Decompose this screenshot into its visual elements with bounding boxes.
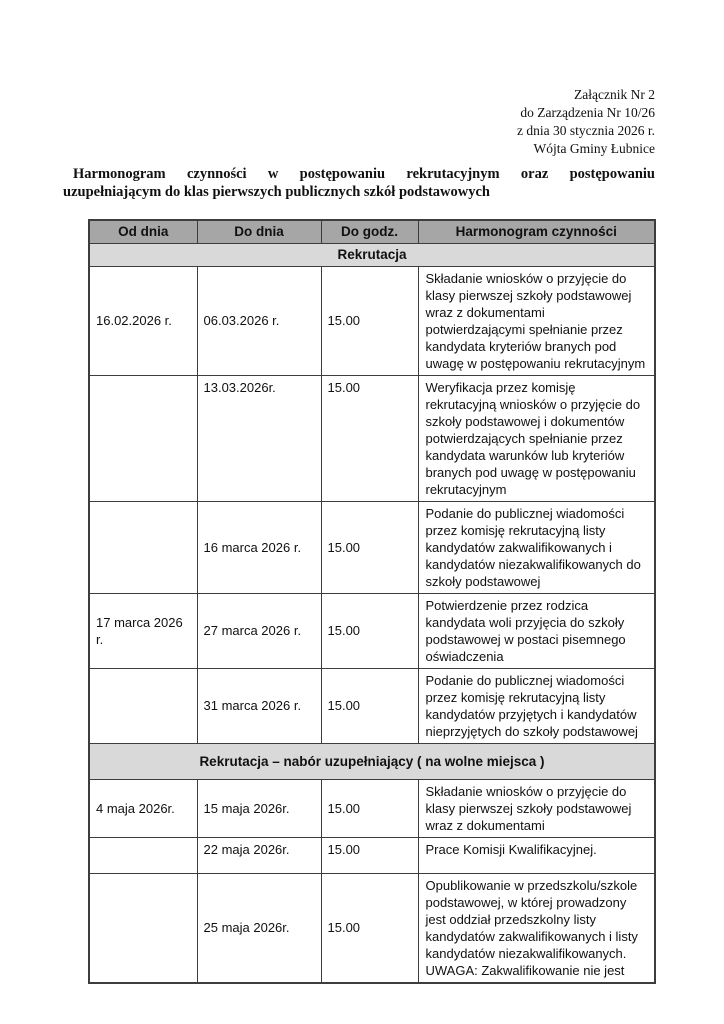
cell-do-dnia: 31 marca 2026 r.: [197, 668, 321, 743]
column-header-od-dnia: Od dnia: [89, 220, 197, 243]
cell-harmonogram: Podanie do publicznej wiadomości przez komisję rekrutacyjną listy kandydatów zakwalifikowanych i kandydatów niezakwalifikowanych do szkoły podstawowej: [418, 501, 655, 593]
cell-harmonogram: Składanie wniosków o przyjęcie do klasy pierwszej szkoły podstawowej wraz z dokumentami potwierdzającymi spełnianie przez kandydata kryteriów branych pod uwagę w postępowaniu rekrutacyjnym: [418, 266, 655, 375]
cell-do-godz: 15.00: [321, 375, 418, 501]
cell-od-dnia: [89, 873, 197, 983]
table-row: [89, 779, 655, 837]
cell-do-dnia: 15 maja 2026r.: [197, 779, 321, 837]
cell-do-godz: 15.00: [321, 873, 418, 983]
cell-do-dnia: 25 maja 2026r.: [197, 873, 321, 983]
attachment-header-line: do Zarządzenia Nr 10/26: [520, 105, 655, 120]
section-row: [89, 743, 655, 779]
cell-od-dnia: 17 marca 2026 r.: [89, 593, 197, 668]
cell-do-godz: 15.00: [321, 779, 418, 837]
cell-od-dnia: [89, 668, 197, 743]
cell-do-godz: 15.00: [321, 501, 418, 593]
column-header-harmonogram: Harmonogram czynności: [418, 220, 655, 243]
attachment-header-line: Wójta Gminy Łubnice: [533, 141, 655, 156]
table-row: [89, 837, 655, 873]
cell-harmonogram: Składanie wniosków o przyjęcie do klasy pierwszej szkoły podstawowej wraz z dokumentami: [418, 779, 655, 837]
cell-do-godz: 15.00: [321, 593, 418, 668]
cell-od-dnia: 16.02.2026 r.: [89, 266, 197, 375]
schedule-table: [88, 219, 656, 984]
cell-harmonogram: Prace Komisji Kwalifikacyjnej.: [418, 837, 655, 873]
cell-do-dnia: 16 marca 2026 r.: [197, 501, 321, 593]
cell-harmonogram: Podanie do publicznej wiadomości przez komisję rekrutacyjną listy kandydatów przyjętych i kandydatów nieprzyjętych do szkoły podstawowej: [418, 668, 655, 743]
cell-do-godz: 15.00: [321, 668, 418, 743]
table-row: [89, 593, 655, 668]
section-title: Rekrutacja – nabór uzupełniający ( na wolne miejsca ): [89, 743, 655, 779]
table-row: [89, 375, 655, 501]
attachment-header: [517, 86, 655, 158]
table-row: [89, 501, 655, 593]
cell-do-godz: 15.00: [321, 837, 418, 873]
cell-do-godz: 15.00: [321, 266, 418, 375]
cell-harmonogram: Potwierdzenie przez rodzica kandydata woli przyjęcia do szkoły podstawowej w postaci pisemnego oświadczenia: [418, 593, 655, 668]
attachment-header-line: Załącznik Nr 2: [574, 87, 655, 102]
table-row: [89, 668, 655, 743]
table-row: [89, 873, 655, 983]
cell-do-dnia: 06.03.2026 r.: [197, 266, 321, 375]
cell-od-dnia: [89, 501, 197, 593]
attachment-header-line: z dnia 30 stycznia 2026 r.: [517, 123, 655, 138]
cell-do-dnia: 27 marca 2026 r.: [197, 593, 321, 668]
cell-do-dnia: 13.03.2026r.: [197, 375, 321, 501]
document-title: [63, 166, 655, 201]
cell-od-dnia: 4 maja 2026r.: [89, 779, 197, 837]
cell-harmonogram: Weryfikacja przez komisję rekrutacyjną wniosków o przyjęcie do szkoły podstawowej i dokumentów potwierdzających spełnianie przez kandydata warunków lub kryteriów branych pod uwagę w postępowaniu rekrutacyjnym: [418, 375, 655, 501]
section-row: [89, 243, 655, 266]
section-title: Rekrutacja: [89, 243, 655, 266]
column-header-do-dnia: Do dnia: [197, 220, 321, 243]
cell-od-dnia: [89, 375, 197, 501]
schedule-table-body: [89, 243, 655, 983]
document-title-line: Harmonogram czynności w postępowaniu rekrutacyjnym oraz postępowaniu: [73, 166, 655, 182]
table-row: [89, 266, 655, 375]
document-title-line: uzupełniającym do klas pierwszych publicznych szkół podstawowych: [63, 183, 490, 200]
table-header-row: [89, 220, 655, 243]
cell-od-dnia: [89, 837, 197, 873]
column-header-do-godz: Do godz.: [321, 220, 418, 243]
cell-do-dnia: 22 maja 2026r.: [197, 837, 321, 873]
cell-harmonogram: Opublikowanie w przedszkolu/szkole podstawowej, w której prowadzony jest oddział przedszkolny listy kandydatów zakwalifikowanych i listy kandydatów niezakwalifikowanych. UWAGA: Zakwalifikowanie nie jest: [418, 873, 655, 983]
